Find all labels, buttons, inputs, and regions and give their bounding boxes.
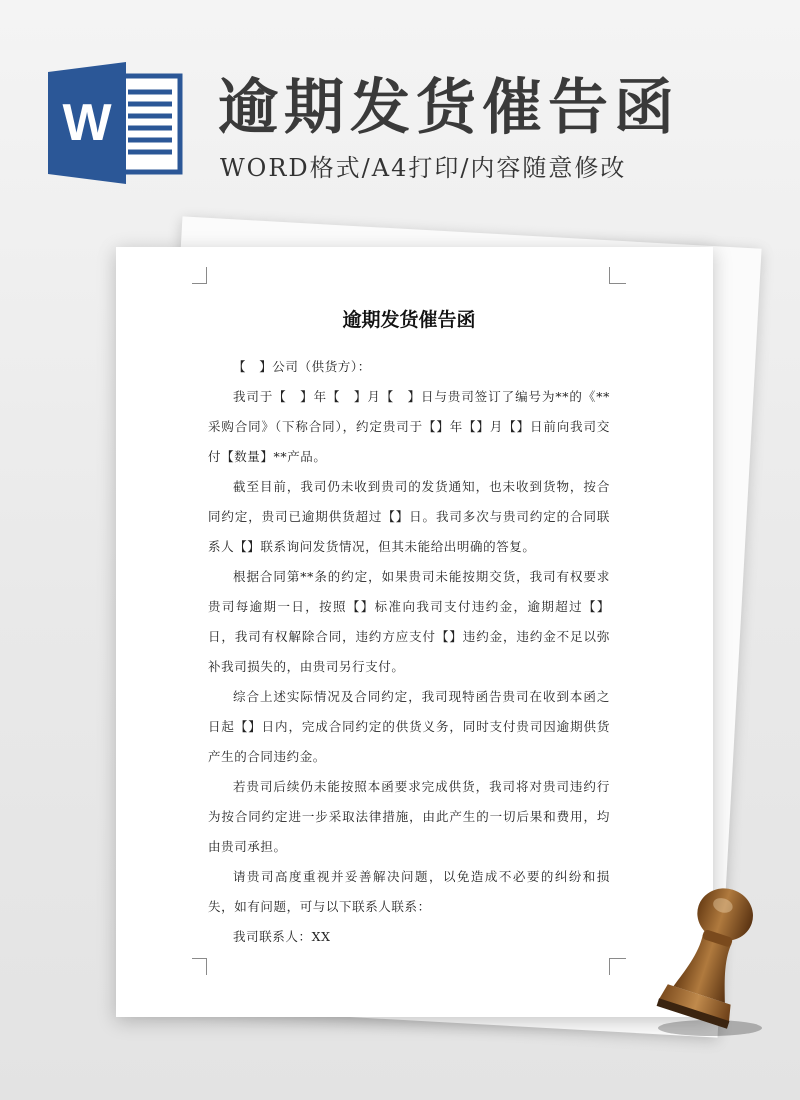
corner-mark-top-right: [609, 267, 626, 284]
page-subtitle: WORD格式/A4打印/内容随意修改: [220, 154, 627, 182]
page-title: 逾期发货催告函: [218, 73, 680, 143]
paragraph: 根据合同第**条的约定，如果贵司未能按期交货，我司有权要求贵司每逾期一日，按照【】标准向我司支付违约金，逾期超过【】日，我司有权解除合同，违约方应支付【】违约金，违约金不足以弥补我司损失的，由贵司另行支付。: [208, 569, 610, 674]
rubber-stamp-icon: [648, 878, 773, 1038]
addressee-line: 【 】公司（供货方）：: [233, 359, 371, 374]
corner-mark-bottom-right: [609, 958, 626, 975]
paragraph: 若贵司后续仍未能按照本函要求完成供货，我司将对贵司违约行为按合同约定进一步采取法律措施，由此产生的一切后果和费用，均由贵司承担。: [208, 779, 610, 854]
corner-mark-bottom-left: [192, 958, 207, 975]
paragraph: 我司于【 】年【 】月【 】日与贵司签订了编号为**的《**采购合同》（下称合同），约定贵司于【】年【】月【】日前向我司交付【数量】**产品。: [208, 389, 610, 464]
contact-line: 我司联系人：XX: [233, 929, 331, 944]
word-icon: [48, 62, 183, 184]
svg-text:W: W: [62, 94, 112, 152]
document-title: 逾期发货催告函: [342, 309, 476, 331]
paragraph: 请贵司高度重视并妥善解决问题，以免造成不必要的纠纷和损失，如有问题，可与以下联系人联系：: [208, 869, 610, 914]
document-page: [116, 247, 713, 1017]
corner-mark-top-left: [192, 267, 207, 284]
document-body: [208, 352, 610, 952]
paragraph: 综合上述实际情况及合同约定，我司现特函告贵司在收到本函之日起【】日内，完成合同约定的供货义务，同时支付贵司因逾期供货产生的合同违约金。: [208, 689, 610, 764]
paragraph: 截至目前，我司仍未收到贵司的发货通知，也未收到货物，按合同约定，贵司已逾期供货超过【】日。我司多次与贵司约定的合同联系人【】联系询问发货情况，但其未能给出明确的答复。: [208, 479, 610, 554]
